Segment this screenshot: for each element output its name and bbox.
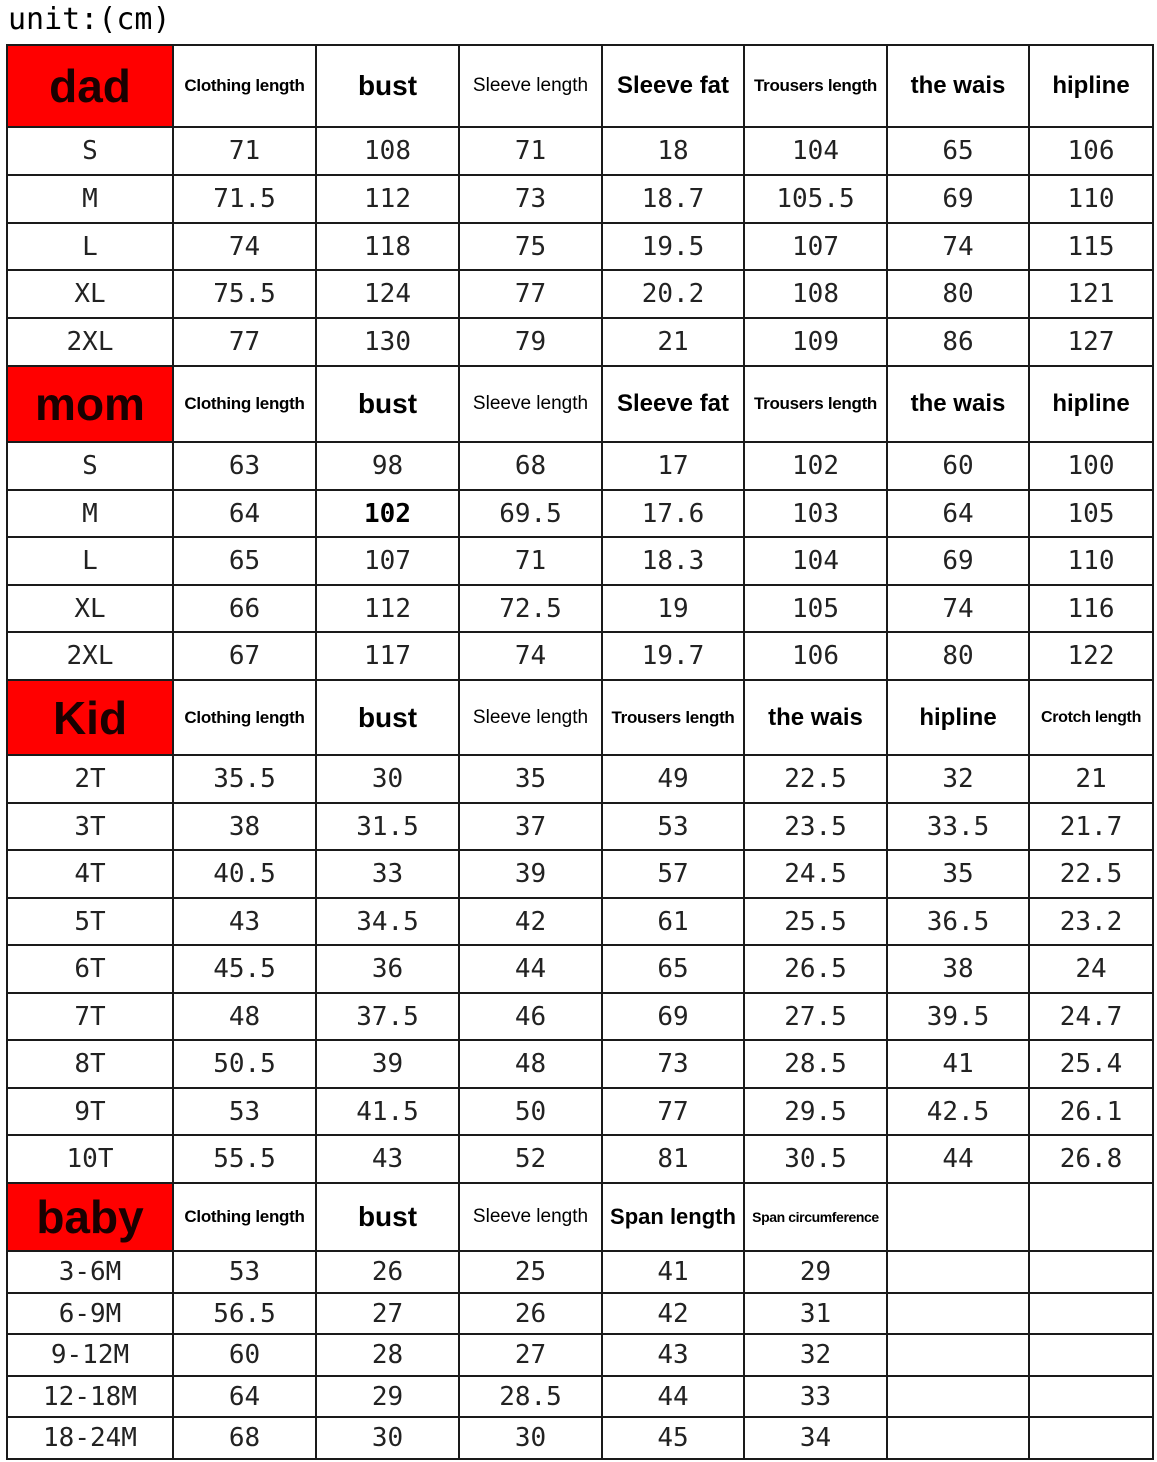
value-cell: 49 — [602, 755, 744, 803]
table-row — [7, 127, 1153, 175]
table-row — [7, 993, 1153, 1040]
header-cell: Clothing length — [173, 366, 316, 442]
value-cell: 26.5 — [744, 945, 887, 993]
value-cell: 71 — [459, 537, 602, 585]
value-cell: 31.5 — [316, 803, 459, 850]
value-cell: 110 — [1029, 175, 1153, 223]
header-cell: Span circumference — [744, 1183, 887, 1251]
value-cell: 22.5 — [744, 755, 887, 803]
value-cell: 112 — [316, 175, 459, 223]
table-row — [7, 442, 1153, 490]
table-row — [7, 1293, 1153, 1334]
value-cell: 29 — [316, 1376, 459, 1417]
value-cell: 53 — [602, 803, 744, 850]
size-cell: L — [7, 537, 173, 585]
value-cell: 45.5 — [173, 945, 316, 993]
value-cell: 26 — [459, 1293, 602, 1334]
value-cell — [1029, 1376, 1153, 1417]
table-row — [7, 175, 1153, 223]
value-cell: 74 — [887, 223, 1029, 270]
value-cell: 32 — [744, 1334, 887, 1376]
value-cell: 44 — [459, 945, 602, 993]
value-cell: 48 — [173, 993, 316, 1040]
size-cell: 9-12M — [7, 1334, 173, 1376]
value-cell: 39 — [316, 1040, 459, 1088]
value-cell: 22.5 — [1029, 850, 1153, 898]
size-cell: M — [7, 490, 173, 537]
value-cell: 46 — [459, 993, 602, 1040]
header-cell: Clothing length — [173, 45, 316, 127]
size-chart — [6, 44, 1152, 1460]
value-cell: 69 — [602, 993, 744, 1040]
header-cell: Sleeve length — [459, 45, 602, 127]
table-row — [7, 537, 1153, 585]
value-cell: 65 — [602, 945, 744, 993]
value-cell: 53 — [173, 1088, 316, 1135]
value-cell: 71.5 — [173, 175, 316, 223]
kid-header-row — [7, 680, 1153, 755]
value-cell: 67 — [173, 632, 316, 680]
value-cell: 80 — [887, 632, 1029, 680]
value-cell: 77 — [602, 1088, 744, 1135]
value-cell: 29 — [744, 1251, 887, 1293]
value-cell: 61 — [602, 898, 744, 945]
size-cell: XL — [7, 270, 173, 318]
value-cell: 74 — [887, 585, 1029, 632]
value-cell: 115 — [1029, 223, 1153, 270]
mom-section-title: mom — [7, 366, 173, 442]
value-cell — [887, 1417, 1029, 1459]
value-cell: 26 — [316, 1251, 459, 1293]
value-cell: 81 — [602, 1135, 744, 1183]
value-cell: 122 — [1029, 632, 1153, 680]
size-cell: 5T — [7, 898, 173, 945]
value-cell: 130 — [316, 318, 459, 366]
header-cell: Sleeve fat — [602, 45, 744, 127]
value-cell: 60 — [887, 442, 1029, 490]
value-cell: 36 — [316, 945, 459, 993]
value-cell: 98 — [316, 442, 459, 490]
value-cell: 117 — [316, 632, 459, 680]
value-cell: 35 — [459, 755, 602, 803]
size-cell: 2XL — [7, 318, 173, 366]
value-cell: 24.7 — [1029, 993, 1153, 1040]
value-cell: 105.5 — [744, 175, 887, 223]
value-cell: 112 — [316, 585, 459, 632]
header-cell: Sleeve fat — [602, 366, 744, 442]
value-cell: 108 — [316, 127, 459, 175]
value-cell — [1029, 1293, 1153, 1334]
value-cell: 77 — [459, 270, 602, 318]
table-row — [7, 755, 1153, 803]
table-row — [7, 223, 1153, 270]
table-row — [7, 1088, 1153, 1135]
value-cell — [887, 1293, 1029, 1334]
value-cell: 71 — [173, 127, 316, 175]
value-cell: 23.5 — [744, 803, 887, 850]
value-cell: 107 — [316, 537, 459, 585]
value-cell — [1029, 1251, 1153, 1293]
value-cell: 73 — [602, 1040, 744, 1088]
header-cell: bust — [316, 1183, 459, 1251]
value-cell: 64 — [173, 490, 316, 537]
value-cell: 105 — [1029, 490, 1153, 537]
table-row — [7, 1251, 1153, 1293]
value-cell: 25.5 — [744, 898, 887, 945]
value-cell: 108 — [744, 270, 887, 318]
table-row — [7, 898, 1153, 945]
size-cell: 2XL — [7, 632, 173, 680]
table-row — [7, 1417, 1153, 1459]
value-cell: 57 — [602, 850, 744, 898]
size-cell: 4T — [7, 850, 173, 898]
value-cell: 100 — [1029, 442, 1153, 490]
value-cell: 27.5 — [744, 993, 887, 1040]
table-row — [7, 1040, 1153, 1088]
dad-section-title: dad — [7, 45, 173, 127]
value-cell: 41.5 — [316, 1088, 459, 1135]
value-cell: 39.5 — [887, 993, 1029, 1040]
value-cell: 28 — [316, 1334, 459, 1376]
value-cell: 24.5 — [744, 850, 887, 898]
value-cell: 63 — [173, 442, 316, 490]
size-cell: 6-9M — [7, 1293, 173, 1334]
value-cell: 38 — [887, 945, 1029, 993]
value-cell: 24 — [1029, 945, 1153, 993]
value-cell: 44 — [602, 1376, 744, 1417]
unit-label: unit:(cm) — [8, 2, 171, 37]
value-cell: 105 — [744, 585, 887, 632]
value-cell: 30 — [316, 1417, 459, 1459]
value-cell: 110 — [1029, 537, 1153, 585]
size-cell: 9T — [7, 1088, 173, 1135]
value-cell: 21 — [602, 318, 744, 366]
value-cell: 68 — [173, 1417, 316, 1459]
value-cell: 42 — [459, 898, 602, 945]
value-cell: 36.5 — [887, 898, 1029, 945]
value-cell: 102 — [316, 490, 459, 537]
value-cell: 118 — [316, 223, 459, 270]
size-cell: L — [7, 223, 173, 270]
value-cell: 30 — [459, 1417, 602, 1459]
value-cell: 38 — [173, 803, 316, 850]
value-cell: 74 — [173, 223, 316, 270]
value-cell: 74 — [459, 632, 602, 680]
value-cell: 32 — [887, 755, 1029, 803]
value-cell: 19.5 — [602, 223, 744, 270]
value-cell: 44 — [887, 1135, 1029, 1183]
value-cell: 39 — [459, 850, 602, 898]
value-cell: 64 — [173, 1376, 316, 1417]
value-cell: 21 — [1029, 755, 1153, 803]
value-cell — [887, 1334, 1029, 1376]
size-cell: 8T — [7, 1040, 173, 1088]
value-cell: 26.1 — [1029, 1088, 1153, 1135]
size-cell: M — [7, 175, 173, 223]
value-cell: 19.7 — [602, 632, 744, 680]
value-cell: 30.5 — [744, 1135, 887, 1183]
table-row — [7, 490, 1153, 537]
value-cell: 104 — [744, 127, 887, 175]
header-cell: bust — [316, 680, 459, 755]
value-cell: 69 — [887, 537, 1029, 585]
value-cell: 106 — [744, 632, 887, 680]
kid-section-title: Kid — [7, 680, 173, 755]
table-row — [7, 585, 1153, 632]
value-cell: 28.5 — [744, 1040, 887, 1088]
value-cell: 60 — [173, 1334, 316, 1376]
value-cell: 33 — [316, 850, 459, 898]
value-cell: 79 — [459, 318, 602, 366]
header-cell: Crotch length — [1029, 680, 1153, 755]
value-cell: 41 — [602, 1251, 744, 1293]
value-cell: 17 — [602, 442, 744, 490]
table-row — [7, 1376, 1153, 1417]
value-cell: 56.5 — [173, 1293, 316, 1334]
header-cell: Sleeve length — [459, 680, 602, 755]
value-cell: 80 — [887, 270, 1029, 318]
value-cell: 64 — [887, 490, 1029, 537]
header-cell: the wais — [744, 680, 887, 755]
value-cell: 48 — [459, 1040, 602, 1088]
header-cell: Clothing length — [173, 1183, 316, 1251]
value-cell: 102 — [744, 442, 887, 490]
value-cell: 42 — [602, 1293, 744, 1334]
value-cell: 77 — [173, 318, 316, 366]
table-row — [7, 270, 1153, 318]
size-chart-table — [6, 44, 1154, 1460]
value-cell: 41 — [887, 1040, 1029, 1088]
size-cell: S — [7, 442, 173, 490]
value-cell: 75 — [459, 223, 602, 270]
size-cell: 2T — [7, 755, 173, 803]
value-cell: 19 — [602, 585, 744, 632]
header-cell — [887, 1183, 1029, 1251]
value-cell: 42.5 — [887, 1088, 1029, 1135]
header-cell: Trousers length — [744, 366, 887, 442]
header-cell — [1029, 1183, 1153, 1251]
header-cell: the wais — [887, 45, 1029, 127]
value-cell: 31 — [744, 1293, 887, 1334]
size-cell: 12-18M — [7, 1376, 173, 1417]
value-cell: 104 — [744, 537, 887, 585]
value-cell: 25.4 — [1029, 1040, 1153, 1088]
value-cell: 103 — [744, 490, 887, 537]
value-cell: 18 — [602, 127, 744, 175]
value-cell: 26.8 — [1029, 1135, 1153, 1183]
value-cell: 50.5 — [173, 1040, 316, 1088]
value-cell: 121 — [1029, 270, 1153, 318]
value-cell: 27 — [316, 1293, 459, 1334]
header-cell: Span length — [602, 1183, 744, 1251]
size-cell: 3T — [7, 803, 173, 850]
table-row — [7, 850, 1153, 898]
value-cell: 30 — [316, 755, 459, 803]
value-cell: 20.2 — [602, 270, 744, 318]
value-cell: 52 — [459, 1135, 602, 1183]
value-cell: 23.2 — [1029, 898, 1153, 945]
header-cell: Clothing length — [173, 680, 316, 755]
value-cell: 75.5 — [173, 270, 316, 318]
header-cell: the wais — [887, 366, 1029, 442]
value-cell: 68 — [459, 442, 602, 490]
size-cell: 10T — [7, 1135, 173, 1183]
value-cell: 73 — [459, 175, 602, 223]
value-cell: 72.5 — [459, 585, 602, 632]
header-cell: hipline — [887, 680, 1029, 755]
value-cell: 21.7 — [1029, 803, 1153, 850]
value-cell: 35 — [887, 850, 1029, 898]
baby-section-title: baby — [7, 1183, 173, 1251]
value-cell: 35.5 — [173, 755, 316, 803]
value-cell: 33 — [744, 1376, 887, 1417]
value-cell: 28.5 — [459, 1376, 602, 1417]
value-cell: 45 — [602, 1417, 744, 1459]
size-cell: 3-6M — [7, 1251, 173, 1293]
header-cell: hipline — [1029, 45, 1153, 127]
value-cell: 29.5 — [744, 1088, 887, 1135]
value-cell: 65 — [887, 127, 1029, 175]
value-cell: 124 — [316, 270, 459, 318]
header-cell: hipline — [1029, 366, 1153, 442]
size-cell: 18-24M — [7, 1417, 173, 1459]
value-cell: 43 — [602, 1334, 744, 1376]
value-cell: 53 — [173, 1251, 316, 1293]
header-cell: bust — [316, 45, 459, 127]
header-cell: bust — [316, 366, 459, 442]
value-cell: 17.6 — [602, 490, 744, 537]
value-cell: 69 — [887, 175, 1029, 223]
value-cell: 106 — [1029, 127, 1153, 175]
dad-header-row — [7, 45, 1153, 127]
header-cell: Sleeve length — [459, 1183, 602, 1251]
header-cell: Sleeve length — [459, 366, 602, 442]
baby-header-row — [7, 1183, 1153, 1251]
size-cell: 7T — [7, 993, 173, 1040]
value-cell: 37.5 — [316, 993, 459, 1040]
table-row — [7, 1135, 1153, 1183]
value-cell: 69.5 — [459, 490, 602, 537]
table-row — [7, 318, 1153, 366]
value-cell: 37 — [459, 803, 602, 850]
value-cell: 65 — [173, 537, 316, 585]
value-cell: 107 — [744, 223, 887, 270]
value-cell: 109 — [744, 318, 887, 366]
value-cell: 27 — [459, 1334, 602, 1376]
value-cell: 116 — [1029, 585, 1153, 632]
table-row — [7, 803, 1153, 850]
table-row — [7, 945, 1153, 993]
value-cell: 55.5 — [173, 1135, 316, 1183]
value-cell: 40.5 — [173, 850, 316, 898]
value-cell: 34 — [744, 1417, 887, 1459]
value-cell: 43 — [173, 898, 316, 945]
value-cell — [887, 1376, 1029, 1417]
value-cell: 43 — [316, 1135, 459, 1183]
mom-header-row — [7, 366, 1153, 442]
size-cell: XL — [7, 585, 173, 632]
value-cell: 66 — [173, 585, 316, 632]
table-row — [7, 632, 1153, 680]
value-cell: 34.5 — [316, 898, 459, 945]
header-cell: Trousers length — [602, 680, 744, 755]
size-cell: S — [7, 127, 173, 175]
value-cell: 86 — [887, 318, 1029, 366]
value-cell — [1029, 1334, 1153, 1376]
value-cell: 18.3 — [602, 537, 744, 585]
value-cell: 33.5 — [887, 803, 1029, 850]
size-cell: 6T — [7, 945, 173, 993]
value-cell: 50 — [459, 1088, 602, 1135]
value-cell: 25 — [459, 1251, 602, 1293]
value-cell: 18.7 — [602, 175, 744, 223]
value-cell: 71 — [459, 127, 602, 175]
table-row — [7, 1334, 1153, 1376]
value-cell: 127 — [1029, 318, 1153, 366]
header-cell: Trousers length — [744, 45, 887, 127]
value-cell — [887, 1251, 1029, 1293]
value-cell — [1029, 1417, 1153, 1459]
